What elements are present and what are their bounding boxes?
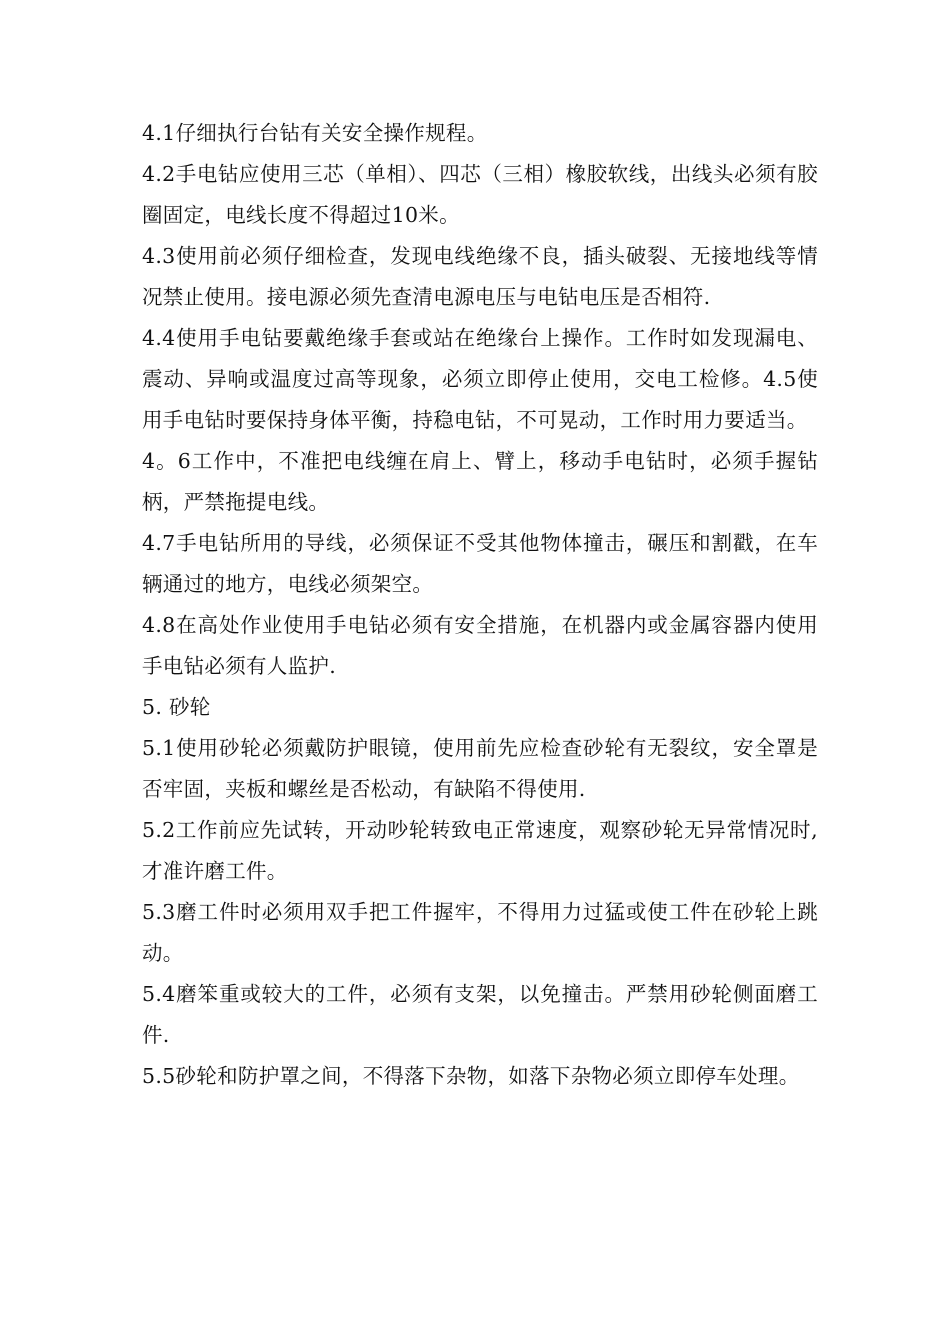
paragraph-5-4: 5.4磨笨重或较大的工件，必须有支架，以免撞击。严禁用砂轮侧面磨工件. (142, 982, 818, 1047)
paragraph-4-2: 4.2手电钻应使用三芯（单相）、四芯（三相）橡胶软线，出线头必须有胶圈固定，电线长度不得超过10米。 (142, 162, 818, 227)
section-heading-5: 5. 砂轮 (142, 695, 211, 719)
paragraph-4-8: 4.8在高处作业使用手电钻必须有安全措施，在机器内或金属容器内使用手电钻必须有人监护. (142, 613, 818, 678)
paragraph-5-1: 5.1使用砂轮必须戴防护眼镜，使用前先应检查砂轮有无裂纹，安全罩是否牢固，夹板和螺丝是否松动，有缺陷不得使用. (142, 736, 818, 801)
paragraph-4-7: 4.7手电钻所用的导线，必须保证不受其他物体撞击，碾压和割戳，在车辆通过的地方，电线必须架空。 (142, 531, 818, 596)
paragraph-5-2: 5.2工作前应先试转，开动吵轮转致电正常速度，观察砂轮无异常情况时,才准许磨工件。 (142, 818, 818, 883)
document-body (142, 113, 818, 1097)
paragraph-4-3: 4.3使用前必须仔细检查，发现电线绝缘不良，插头破裂、无接地线等情况禁止使用。接电源必须先查清电源电压与电钻电压是否相符. (142, 244, 818, 309)
paragraph-5-3: 5.3磨工件时必须用双手把工件握牢，不得用力过猛或使工件在砂轮上跳动。 (142, 900, 818, 965)
paragraph-5-5: 5.5砂轮和防护罩之间，不得落下杂物，如落下杂物必须立即停车处理。 (142, 1064, 800, 1088)
paragraph-4-6: 4。6工作中，不准把电线缠在肩上、臂上，移动手电钻时，必须手握钻柄，严禁拖提电线。 (142, 449, 818, 514)
paragraph-4-4: 4.4使用手电钻要戴绝缘手套或站在绝缘台上操作。工作时如发现漏电、震动、异响或温度过高等现象，必须立即停止使用，交电工检修。4.5使用手电钻时要保持身体平衡，持稳电钻，不可晃动，工作时用力要适当。 (142, 326, 818, 432)
paragraph-4-1: 4.1仔细执行台钻有关安全操作规程。 (142, 121, 488, 145)
